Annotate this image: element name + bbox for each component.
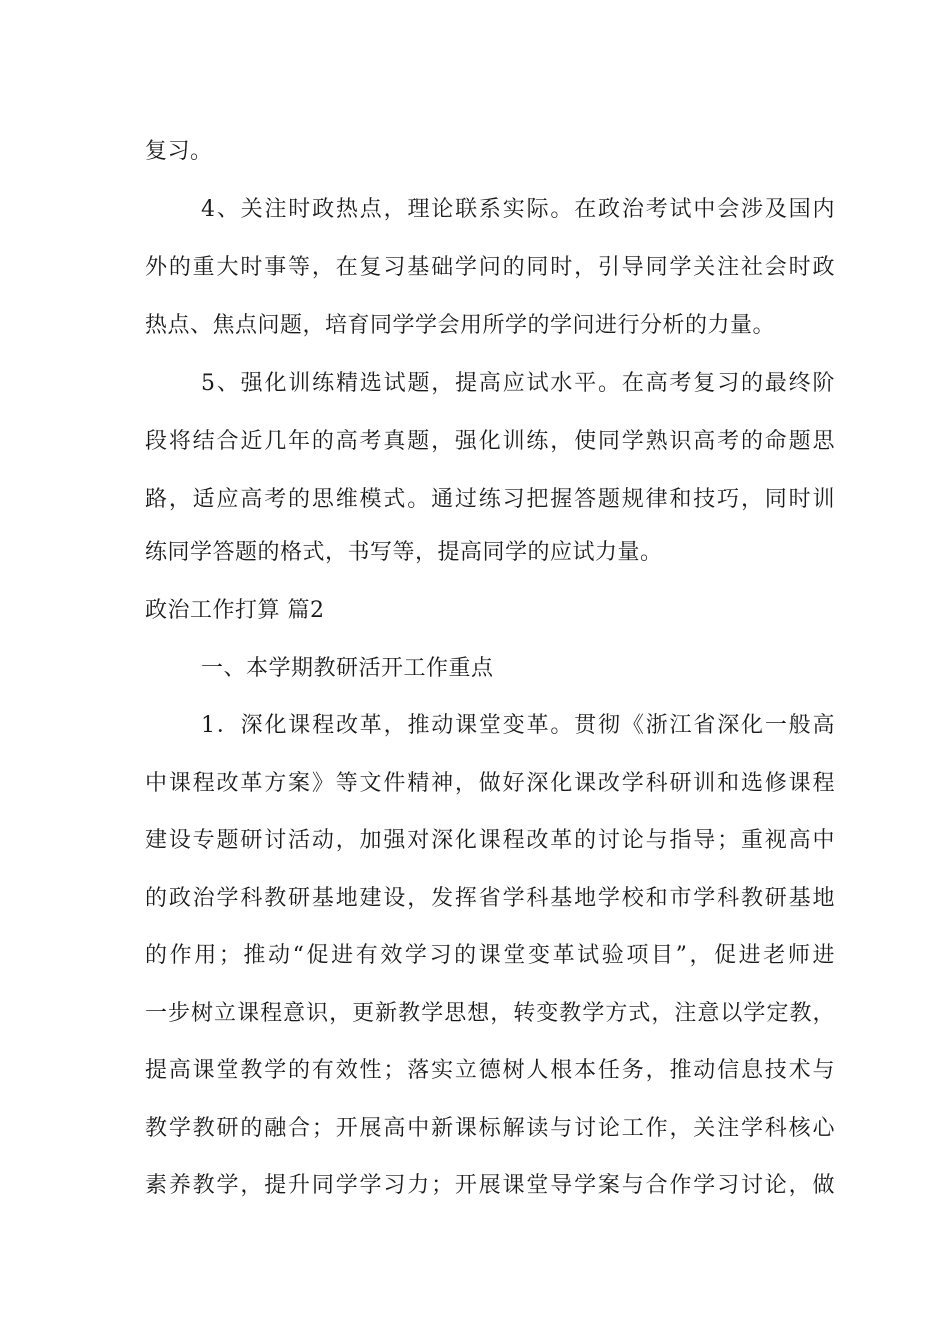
text-line: 路，适应高考的思维模式。通过练习把握答题规律和技巧，同时训 [145, 487, 835, 512]
text-line: 复习。 [145, 139, 213, 164]
text-line: 中课程改革方案》等文件精神，做好深化课改学科研训和选修课程 [145, 771, 835, 796]
text-line: 的政治学科教研基地建设，发挥省学科基地学校和市学科教研基地 [145, 886, 835, 911]
text-line: 练同学答题的格式，书写等，提高同学的应试力量。 [145, 540, 663, 565]
text-line: 热点、焦点问题，培育同学学会用所学的学问进行分析的力量。 [145, 313, 776, 338]
text-line: 教学教研的融合；开展高中新课标解读与讨论工作，关注学科核心 [145, 1116, 835, 1141]
subsection-heading: 一、本学期教研活开工作重点 [201, 656, 494, 681]
text-line: 外的重大时事等，在复习基础学问的同时，引导同学关注社会时政 [145, 255, 835, 280]
text-line: 段将结合近几年的高考真题，强化训练，使同学熟识高考的命题思 [145, 429, 835, 454]
text-line: 5、强化训练精选试题，提高应试水平。在高考复习的最终阶 [201, 371, 835, 396]
text-line: 素养教学，提升同学学习力；开展课堂导学案与合作学习讨论，做 [145, 1173, 835, 1198]
section-heading: 政治工作打算 篇2 [145, 598, 325, 623]
text-line: 提高课堂教学的有效性；落实立德树人根本任务，推动信息技术与 [145, 1058, 835, 1083]
text-line: 4、关注时政热点，理论联系实际。在政治考试中会涉及国内 [201, 197, 835, 222]
text-line: 的作用；推动“促进有效学习的课堂变革试验项目”，促进老师进 [145, 943, 835, 968]
text-line: 建设专题研讨活动，加强对深化课程改革的讨论与指导；重视高中 [145, 828, 835, 853]
text-line: 一步树立课程意识，更新教学思想，转变教学方式，注意以学定教， [145, 1001, 835, 1026]
text-line: 1．深化课程改革，推动课堂变革。贯彻《浙江省深化一般高 [201, 713, 835, 738]
